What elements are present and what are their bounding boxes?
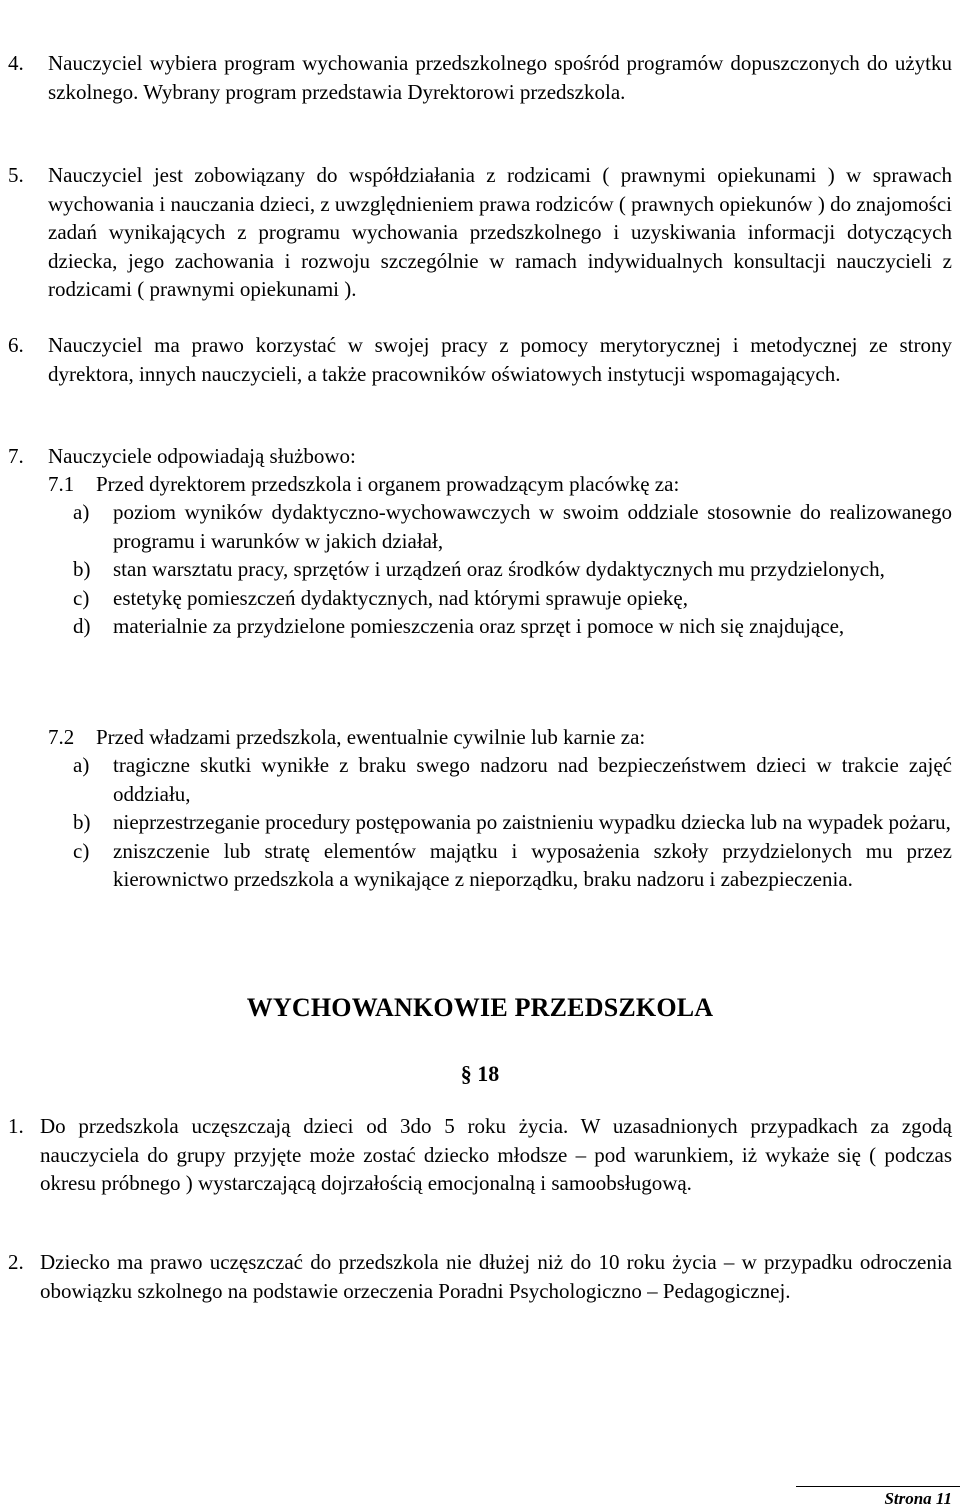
section-7-1-items	[73, 498, 952, 641]
section-number: 6.	[8, 333, 24, 357]
section-text: Nauczyciel wybiera program wychowania przedszkolnego spośród programów dopuszczonych do użytku szkolnego. Wybrany program przedstawia Dyrektorowi przedszkola.	[48, 51, 952, 104]
item-text: Dziecko ma prawo uczęszczać do przedszkola nie dłużej niż do 10 roku życia – w przypadku odroczenia obowiązku szkolnego na podstawie orzeczenia Poradni Psychologiczno – Pedagogicznej.	[40, 1250, 952, 1303]
section-7-2-items	[73, 751, 952, 894]
item-label: a)	[73, 753, 90, 777]
item-text: Do przedszkola uczęszczają dzieci od 3do 5 roku życia. W uzasadnionych przypadkach za zgodą nauczyciela do grupy przyjęte może zostać dziecko młodsze – pod warunkiem, iż wykaże się ( podczas okresu próbnego ) wystarczającą dojrzałością emocjonalną i samoobsługową.	[40, 1114, 952, 1195]
paragraph-mark: § 18	[460, 1061, 500, 1086]
chapter-heading: WYCHOWANKOWIE PRZEDSZKOLA	[246, 993, 714, 1022]
section-number: 7.2	[48, 725, 75, 749]
pupil-item-1	[8, 1112, 952, 1198]
item-text: materialnie za przydzielone pomieszczenia oraz sprzęt i pomoce w nich się znajdujące,	[113, 614, 845, 638]
section-text: Przed dyrektorem przedszkola i organem prowadzącym placówkę za:	[96, 472, 680, 496]
section-text: Nauczyciel jest zobowiązany do współdziałania z rodzicami ( prawnymi opiekunami ) w sprawach wychowania i nauczania dzieci, z uwzględnieniem prawa rodziców ( prawnych opiekunów ) do znajomości zadań wynikających z programu wychowania przedszkolnego i uzyskiwania informacji dotyczących dziecka, jego zachowania i rozwoju szczególnie w ramach indywidualnych konsultacji nauczycieli z rodzicami ( prawnymi opiekunami ).	[48, 163, 952, 301]
list-item	[73, 837, 952, 894]
item-text: nieprzestrzeganie procedury postępowania po zaistnieniu wypadku dziecka lub na wypadek pożaru,	[113, 810, 951, 834]
list-item	[73, 612, 952, 641]
section-5	[8, 161, 952, 304]
section-number: 5.	[8, 163, 24, 187]
list-item	[73, 555, 952, 584]
item-number: 1.	[8, 1114, 24, 1138]
section-number: 4.	[8, 51, 24, 75]
section-text: Nauczyciel ma prawo korzystać w swojej pracy z pomocy merytorycznej i metodycznej ze strony dyrektora, innych nauczycieli, a także pracowników oświatowych instytucji wspomagających.	[48, 333, 952, 386]
pupil-item-2	[8, 1248, 952, 1305]
section-7	[8, 442, 952, 471]
item-number: 2.	[8, 1250, 24, 1274]
list-item	[73, 584, 952, 613]
item-label: b)	[73, 557, 91, 581]
item-label: b)	[73, 810, 91, 834]
item-text: estetykę pomieszczeń dydaktycznych, nad którymi sprawuje opiekę,	[113, 585, 688, 610]
section-number: 7.	[8, 444, 24, 468]
item-text: stan warsztatu pracy, sprzętów i urządzeń oraz środków dydaktycznych mu przydzielonych,	[113, 557, 885, 581]
item-label: c)	[73, 838, 90, 863]
footer-rule	[796, 1486, 960, 1487]
page-number: Strona 11	[884, 1489, 952, 1508]
section-4	[8, 49, 952, 106]
item-text: tragiczne skutki wynikłe z braku swego nadzoru nad bezpieczeństwem dzieci w trakcie zajęć oddziału,	[113, 753, 952, 806]
section-6	[8, 331, 952, 388]
section-number: 7.1	[48, 472, 75, 496]
item-label: d)	[73, 614, 91, 638]
section-7-1	[48, 470, 952, 499]
item-label: a)	[73, 500, 90, 524]
section-7-2	[48, 723, 952, 752]
list-item	[73, 751, 952, 808]
item-text: poziom wyników dydaktyczno-wychowawczych w swoim oddziale stosownie do realizowanego programu i warunków w jakich działał,	[113, 500, 952, 553]
list-item	[73, 808, 952, 837]
item-text: zniszczenie lub stratę elementów majątku i wyposażenia szkoły przydzielonych mu przez kierownictwo przedszkola a wynikające z nieporządku, braku nadzoru i zabezpieczenia.	[113, 838, 952, 891]
list-item	[73, 498, 952, 555]
section-text: Przed władzami przedszkola, ewentualnie cywilnie lub karnie za:	[96, 725, 646, 749]
item-label: c)	[73, 585, 90, 610]
section-text: Nauczyciele odpowiadają służbowo:	[48, 444, 356, 468]
